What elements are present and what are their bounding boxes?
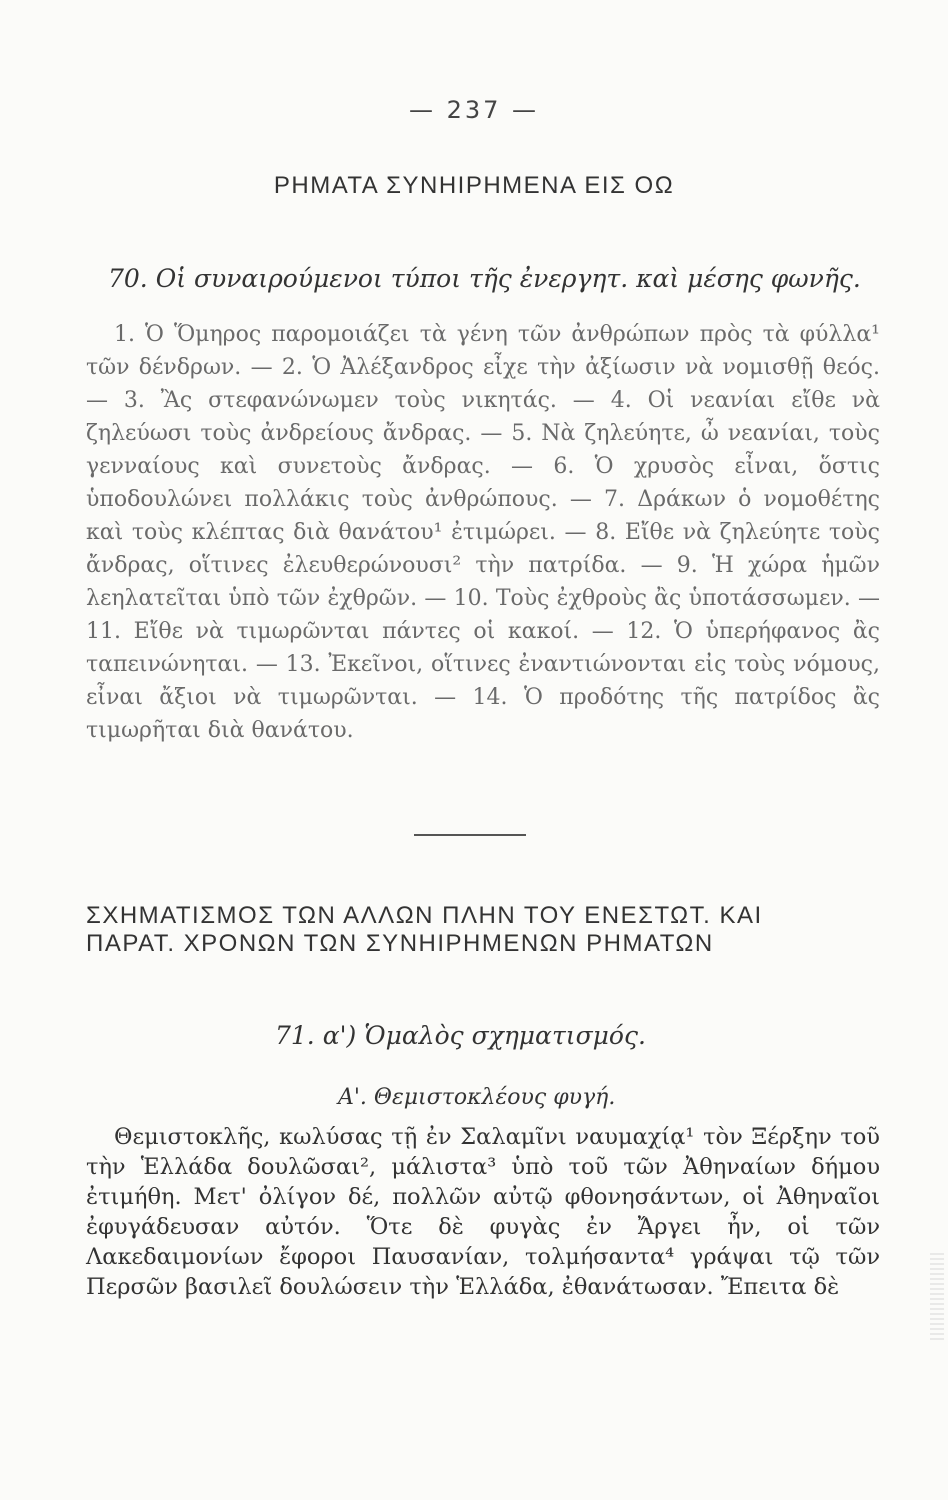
section-70-exercises: 1. Ὁ Ὅμηρος παρομοιάζει τὰ γένη τῶν ἀνθρώπων πρὸς τὰ φύλλα¹ τῶν δένδρων. — 2. Ὁ Ἀλέξανδρος εἶχε τὴν ἀξίωσιν νὰ νομισθῇ θεός. — 3. Ἂς στεφανώνωμεν τοὺς νικητάς. — 4. Οἱ νεανίαι εἴθε νὰ ζηλεύωσι τοὺς ἀνδρείους ἄνδρας. — 5. Νὰ ζηλεύητε, ὦ νεανίαι, τοὺς γενναίους καὶ συνετοὺς ἄνδρας. — 6. Ὁ χρυσὸς εἶναι, ὅστις ὑποδουλώνει πολλάκις τοὺς ἀνθρώπους. — 7. Δράκων ὁ νομοθέτης καὶ τοὺς κλέπτας διὰ θανάτου¹ ἐτιμώρει. — 8. Εἴθε νὰ ζηλεύητε τοὺς ἄνδρας, οἵτινες ἐλευθερώνουσι² τὴν πατρίδα. — 9. Ἡ χώρα ἡμῶν λεηλατεῖται ὑπὸ τῶν ἐχθρῶν. — 10. Τοὺς ἐχθροὺς ἂς ὑποτάσσωμεν. — 11. Εἴθε νὰ τιμωρῶνται πάντες οἱ κακοί. — 12. Ὁ ὑπερήφανος ἂς ταπεινώνηται. — 13. Ἐκεῖνοι, οἵτινες ἐναντιώνονται εἰς τοὺς νόμους, εἶναι ἄξιοι νὰ τιμωρῶνται. — 14. Ὁ προδότης τῆς πατρίδος ἂς τιμωρῆται διὰ θανάτου. (86, 322, 880, 743)
section-71-title: 71. α') Ὁμαλὸς σχηματισμός. (275, 1021, 646, 1050)
page-number: — 237 — (408, 96, 540, 124)
section-71-subtitle: Α'. Θεμιστοκλέους φυγή. (338, 1085, 616, 1110)
running-head: ΡΗΜΑΤΑ ΣΥΝΗΙΡΗΜΕΝΑ ΕΙΣ ΟΩ (273, 172, 675, 199)
section-divider (414, 834, 526, 836)
section-71-text: Θεμιστοκλῆς, κωλύσας τῇ ἐν Σαλαμῖνι ναυμαχίᾳ¹ τὸν Ξέρξην τοῦ τὴν Ἑλλάδα δουλῶσαι², μάλιστα³ ὑπὸ τοῦ τῶν Ἀθηναίων δήμου ἐτιμήθη. Μετ' ὀλίγον δέ, πολλῶν αὐτῷ φθονησάντων, οἱ Ἀθηναῖοι ἐφυγάδευσαν αὐτόν. Ὅτε δὲ φυγὰς ἐν Ἄργει ἦν, οἱ τῶν Λακεδαιμονίων ἔφοροι Παυσανίαν, τολμήσαντα⁴ γράψαι τῷ τῶν Περσῶν βασιλεῖ δουλώσειν τὴν Ἑλλάδα, ἐθανάτωσαν. Ἔπειτα δὲ (86, 1124, 880, 1300)
page-edge-artifact (930, 1250, 944, 1340)
section-70-title: 70. Οἱ συναιρούμενοι τύποι τῆς ἐνεργητ. καὶ μέσης φωνῆς. (108, 264, 861, 293)
chapter-heading-line-2: ΠΑΡΑΤ. ΧΡΟΝΩΝ ΤΩΝ ΣΥΝΗΙΡΗΜΕΝΩΝ ΡΗΜΑΤΩΝ (86, 930, 714, 957)
chapter-heading-line-1: ΣΧΗΜΑΤΙΣΜΟΣ ΤΩΝ ΑΛΛΩΝ ΠΛΗΝ ΤΟΥ ΕΝΕΣΤΩΤ. ΚΑΙ (86, 902, 763, 929)
